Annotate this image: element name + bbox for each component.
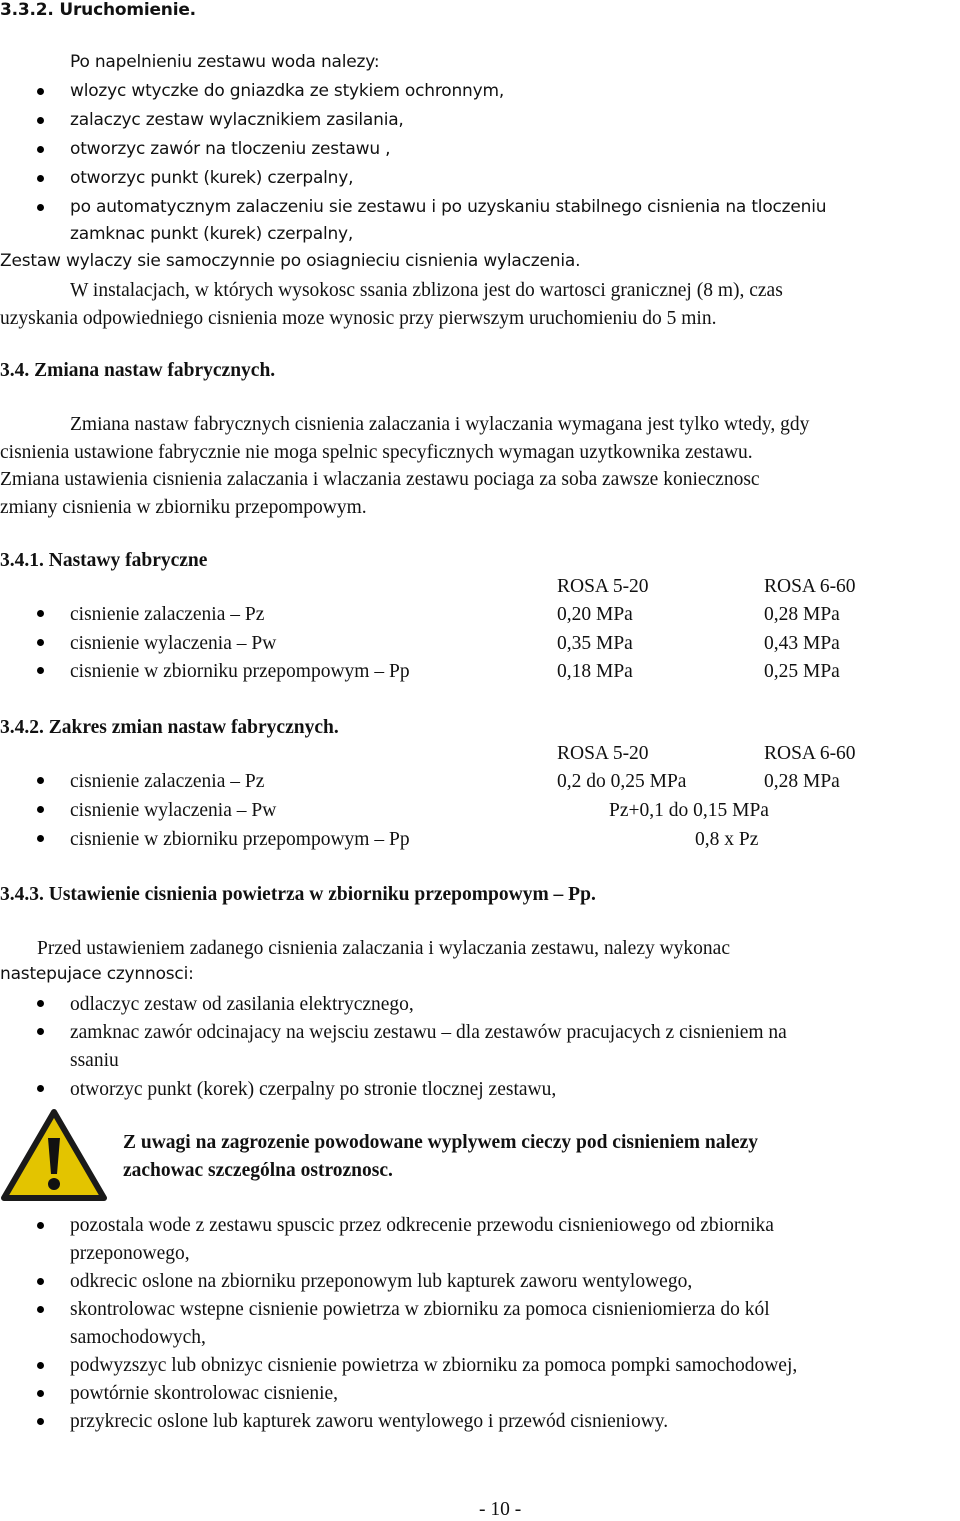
column-header: ROSA 6-60: [764, 743, 856, 764]
column-header: ROSA 5-20: [557, 743, 649, 764]
list-item: pozostala wode z zestawu spuscic przez odkrecenie przewodu cisnieniowego od zbiornika: [70, 1215, 774, 1236]
warning-text: Z uwagi na zagrozenie powodowane wyplywem cieczy pod cisnieniem nalezy: [123, 1132, 758, 1153]
page-number: - 10 -: [479, 1499, 522, 1520]
table-row-label: cisnienie w zbiorniku przepompowym – Pp: [70, 661, 410, 682]
bullet-icon: [37, 1028, 44, 1035]
table-row-label: cisnienie wylaczenia – Pw: [70, 800, 277, 821]
bullet-icon: [37, 1000, 44, 1007]
column-header: ROSA 6-60: [764, 576, 856, 597]
table-cell: 0,28 MPa: [764, 604, 840, 625]
table-row-label: cisnienie w zbiorniku przepompowym – Pp: [70, 829, 410, 850]
list-item-continuation: zamknac punkt (kurek) czerpalny,: [70, 224, 354, 244]
column-header: ROSA 5-20: [557, 576, 649, 597]
table-row-label: cisnienie zalaczenia – Pz: [70, 771, 265, 792]
bullet-icon: [37, 117, 44, 124]
body-text: Przed ustawieniem zadanego cisnienia zalaczania i wylaczania zestawu, nalezy wykonac: [37, 938, 730, 959]
table-cell: 0,18 MPa: [557, 661, 633, 682]
section-heading-3-3-2: 3.3.2. Uruchomienie.: [0, 0, 196, 20]
list-item: otworzyc zawór na tloczeniu zestawu ,: [70, 139, 391, 159]
bullet-icon: [37, 1418, 44, 1425]
section-heading-3-4-2: 3.4.2. Zakres zmian nastaw fabrycznych.: [0, 717, 339, 738]
table-row-label: cisnienie wylaczenia – Pw: [70, 633, 277, 654]
bullet-icon: [37, 146, 44, 153]
table-cell-span: Pz+0,1 do 0,15 MPa: [609, 800, 769, 821]
table-cell: 0,20 MPa: [557, 604, 633, 625]
list-item-continuation: samochodowych,: [70, 1327, 206, 1348]
list-item: po automatycznym zalaczeniu sie zestawu i po uzyskaniu stabilnego cisnienia na tloczeniu: [70, 197, 827, 217]
bullet-icon: [37, 1222, 44, 1229]
bullet-icon: [37, 175, 44, 182]
body-text: Zmiana ustawienia cisnienia zalaczania i wlaczania zestawu pociaga za soba zawsze koniecznosc: [0, 469, 760, 490]
list-item: powtórnie skontrolowac cisnienie,: [70, 1383, 339, 1404]
bullet-icon: [37, 88, 44, 95]
section-heading-3-4: 3.4. Zmiana nastaw fabrycznych.: [0, 360, 276, 381]
list-item: podwyzszyc lub obnizyc cisnienie powietrza w zbiorniku za pomoca pompki samochodowej,: [70, 1355, 798, 1376]
list-item: skontrolowac wstepne cisnienie powietrza w zbiorniku za pomoca cisnieniomierza do kól: [70, 1299, 770, 1320]
bullet-icon: [37, 835, 44, 842]
bullet-icon: [37, 1278, 44, 1285]
warning-text: zachowac szczególna ostroznosc.: [123, 1160, 393, 1181]
section-heading-3-4-3: 3.4.3. Ustawienie cisnienia powietrza w zbiorniku przepompowym – Pp.: [0, 884, 596, 905]
body-text: zmiany cisnienia w zbiorniku przepompowym.: [0, 497, 367, 518]
list-item: odlaczyc zestaw od zasilania elektrycznego,: [70, 994, 414, 1015]
bullet-icon: [37, 610, 44, 617]
section-heading-3-4-1: 3.4.1. Nastawy fabryczne: [0, 550, 208, 571]
body-text: Zestaw wylaczy sie samoczynnie po osiagnieciu cisnienia wylaczenia.: [0, 251, 581, 271]
bullet-icon: [37, 777, 44, 784]
body-text: Zmiana nastaw fabrycznych cisnienia zalaczania i wylaczania wymagana jest tylko wtedy, gdy: [70, 414, 810, 435]
table-cell: 0,2 do 0,25 MPa: [557, 771, 687, 792]
table-row-label: cisnienie zalaczenia – Pz: [70, 604, 265, 625]
list-item: przykrecic oslone lub kapturek zaworu wentylowego i przewód cisnieniowy.: [70, 1411, 669, 1432]
body-text: W instalacjach, w których wysokosc ssania zblizona jest do wartosci granicznej (8 m), czas: [70, 280, 783, 301]
list-item: zamknac zawór odcinajacy na wejsciu zestawu – dla zestawów pracujacych z cisnieniem na: [70, 1022, 787, 1043]
bullet-icon: [37, 1306, 44, 1313]
list-item: zalaczyc zestaw wylacznikiem zasilania,: [70, 110, 404, 130]
bullet-icon: [37, 1390, 44, 1397]
bullet-icon: [37, 1362, 44, 1369]
bullet-icon: [37, 204, 44, 211]
body-text: uzyskania odpowiedniego cisnienia moze wynosic przy pierwszym uruchomieniu do 5 min.: [0, 308, 717, 329]
body-text: nastepujace czynnosci:: [0, 964, 194, 984]
list-item: otworzyc punkt (kurek) czerpalny,: [70, 168, 354, 188]
bullet-icon: [37, 667, 44, 674]
intro-text: Po napelnieniu zestawu woda nalezy:: [70, 52, 380, 72]
bullet-icon: [37, 639, 44, 646]
warning-triangle-icon: [0, 1108, 108, 1202]
bullet-icon: [37, 1085, 44, 1092]
list-item: odkrecic oslone na zbiorniku przeponowym lub kapturek zaworu wentylowego,: [70, 1271, 693, 1292]
table-cell: 0,35 MPa: [557, 633, 633, 654]
list-item-continuation: przeponowego,: [70, 1243, 190, 1264]
table-cell: 0,43 MPa: [764, 633, 840, 654]
table-cell-span: 0,8 x Pz: [695, 829, 759, 850]
list-item: wlozyc wtyczke do gniazdka ze stykiem ochronnym,: [70, 81, 505, 101]
table-cell: 0,25 MPa: [764, 661, 840, 682]
table-cell: 0,28 MPa: [764, 771, 840, 792]
list-item: otworzyc punkt (korek) czerpalny po stronie tlocznej zestawu,: [70, 1079, 557, 1100]
list-item-continuation: ssaniu: [70, 1050, 119, 1071]
bullet-icon: [37, 806, 44, 813]
body-text: cisnienia ustawione fabrycznie nie moga spelnic specyficznych wymagan uzytkownika zestawu.: [0, 442, 753, 463]
